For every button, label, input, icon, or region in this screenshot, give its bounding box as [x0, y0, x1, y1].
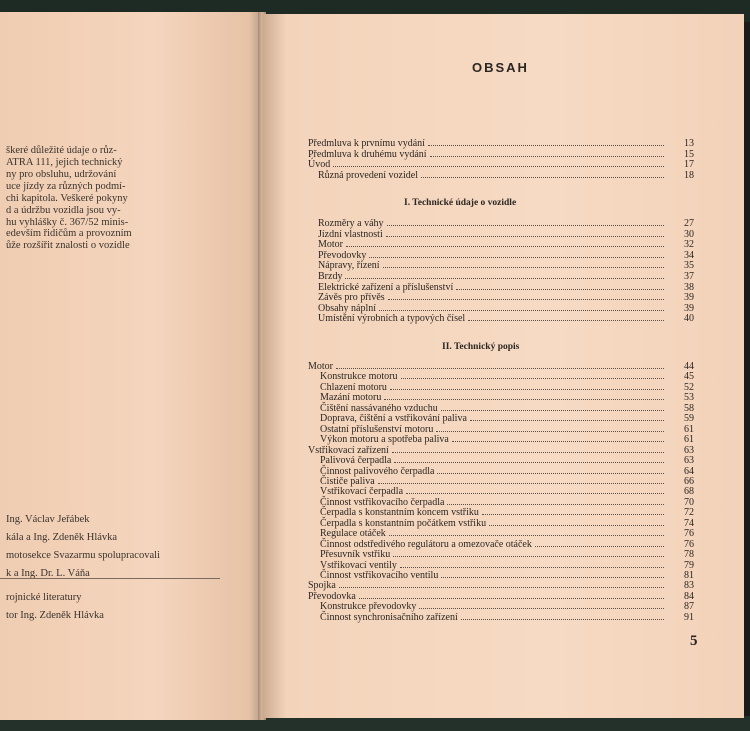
toc-entry-page: 45: [684, 371, 694, 383]
left-page-line: edevším řidičům a provozním: [6, 228, 132, 239]
toc-entry: [320, 413, 667, 424]
toc-entry-label: Palivová čerpadla: [320, 455, 392, 467]
toc-entry-label: Mazání motoru: [320, 392, 382, 404]
toc-entry: [320, 486, 667, 497]
leader-dots: [470, 420, 664, 421]
toc-entry: [308, 580, 667, 591]
left-page-line: d a údržbu vozidla jsou vy-: [6, 205, 121, 216]
toc-entry-label: Činnost synchronisačního zařízení: [320, 611, 458, 623]
toc-entry-label: Činnost odstředivého regulátoru a omezovače otáček: [320, 538, 532, 550]
toc-entry-label: Čističe paliva: [320, 475, 375, 487]
leader-dots: [461, 619, 664, 620]
toc-entry: [318, 313, 667, 324]
toc-entry: [308, 149, 667, 160]
left-page-line: kála a Ing. Zdeněk Hlávka: [6, 532, 118, 543]
toc-entry-page: 30: [684, 228, 694, 240]
leader-dots: [386, 236, 664, 237]
toc-entry-label: Motor: [318, 239, 343, 251]
leader-dots: [436, 431, 664, 432]
toc-entry: [320, 549, 667, 560]
toc-entry: [318, 292, 667, 303]
leader-dots: [389, 535, 664, 536]
left-page-line: motosekce Svazarmu spolupracovali: [6, 550, 160, 561]
toc-entry: [308, 361, 667, 372]
toc-entry-label: Vstřikovací zařízení: [308, 444, 389, 456]
leader-dots: [346, 246, 664, 247]
toc-entry: [320, 601, 667, 612]
toc-entry-page: 39: [684, 302, 694, 314]
toc-entry-label: Umístění výrobních a typových čísel: [318, 313, 466, 325]
toc-entry-page: 61: [684, 423, 694, 435]
toc-entry: [320, 434, 667, 445]
toc-entry: [308, 138, 667, 149]
leader-dots: [393, 556, 664, 557]
left-page-line: tor Ing. Zdeněk Hlávka: [6, 610, 104, 621]
toc-entry-label: Výkon motoru a spotřeba paliva: [320, 434, 449, 446]
toc-entry: [320, 424, 667, 435]
toc-entry-label: Čerpadla s konstantním koncem vstřiku: [320, 507, 479, 519]
toc-entry-page: 32: [684, 239, 694, 251]
leader-dots: [406, 493, 664, 494]
leader-dots: [535, 546, 664, 547]
toc-entry: [318, 260, 667, 271]
toc-entry-label: Ostatní příslušenství motoru: [320, 423, 434, 435]
leader-dots: [388, 299, 664, 300]
leader-dots: [384, 399, 664, 400]
leader-dots: [378, 483, 664, 484]
toc-entry: [318, 303, 667, 314]
toc-entry-label: Převodovka: [308, 590, 356, 602]
toc-entry-page: 58: [684, 402, 694, 414]
toc-entry-label: Činnost vstřikovacího ventilu: [320, 570, 439, 581]
toc-entry: [318, 271, 667, 282]
toc-entry-page: 78: [684, 549, 694, 561]
toc-entry-page: 72: [684, 507, 694, 519]
toc-entry-label: Předmluva k prvnímu vydání: [308, 138, 425, 149]
toc-entry: [318, 239, 667, 250]
toc-entry-page: 70: [684, 496, 694, 508]
toc-entry-label: Regulace otáček: [320, 528, 386, 540]
leader-dots: [456, 289, 664, 290]
toc-entry-label: Převodovky: [318, 249, 367, 261]
toc-entry-page: 84: [684, 590, 694, 602]
toc-entry-label: Obsahy náplní: [318, 302, 377, 314]
toc-entry: [320, 560, 667, 571]
toc-entry: [320, 539, 667, 550]
left-page-line: škeré důležité údaje o růz-: [6, 145, 117, 156]
toc-entry-page: 66: [684, 475, 694, 487]
section-heading-technical-data: I. Technické údaje o vozidle: [404, 198, 517, 208]
leader-dots: [419, 608, 664, 609]
leader-dots: [339, 587, 664, 588]
left-page-line: ATRA 111, jejich technický: [6, 157, 123, 168]
toc-entry-label: Chlazení motoru: [320, 381, 387, 393]
leader-dots: [379, 310, 664, 311]
left-page-line: Ing. Václav Jeřábek: [6, 514, 90, 525]
toc-entry: [320, 507, 667, 518]
leader-dots: [452, 441, 664, 442]
toc-entry-label: Elektrické zařízení a příslušenství: [318, 281, 454, 293]
leader-dots: [392, 452, 664, 453]
toc-entry-page: 17: [684, 159, 694, 170]
toc-entry-page: 18: [684, 169, 694, 181]
toc-entry-label: Nápravy, řízení: [318, 260, 380, 272]
toc-entry-page: 87: [684, 601, 694, 613]
toc-entry: [320, 518, 667, 529]
toc-entry-label: Brzdy: [318, 271, 343, 282]
toc-entry-label: Konstrukce motoru: [320, 371, 398, 383]
leader-dots: [401, 378, 665, 379]
left-page-line: chi kapitola. Veškeré pokyny: [6, 193, 128, 204]
toc-entry-page: 59: [684, 413, 694, 425]
page-number: 5: [690, 633, 698, 649]
toc-entry-label: Činnost vstřikovacího čerpadla: [320, 496, 445, 508]
left-page-line: rojnické literatury: [6, 592, 82, 603]
left-page-line: uce jízdy za různých podmí-: [6, 181, 126, 192]
leader-dots: [441, 410, 664, 411]
toc-entry: [320, 612, 667, 623]
toc-entry-label: Různá provedení vozidel: [318, 169, 418, 181]
toc-title: OBSAH: [472, 60, 529, 75]
leader-dots: [345, 278, 664, 279]
toc-entry-page: 53: [684, 392, 694, 404]
toc-entry: [318, 218, 667, 229]
toc-entry-page: 34: [684, 249, 694, 261]
toc-entry: [320, 528, 667, 539]
toc-entry-label: Čištění nassávaného vzduchu: [320, 402, 438, 414]
leader-dots: [400, 567, 664, 568]
leader-dots: [447, 504, 664, 505]
toc-entry-page: 27: [684, 218, 694, 229]
toc-entry-page: 76: [684, 528, 694, 540]
toc-entry: [320, 382, 667, 393]
toc-entry-page: 39: [684, 292, 694, 304]
left-page-line: k a Ing. Dr. L. Váňa: [6, 568, 90, 579]
toc-entry: [318, 282, 667, 293]
leader-dots: [333, 166, 664, 167]
toc-entry: [320, 476, 667, 487]
toc-entry-page: 76: [684, 538, 694, 550]
toc-entry: [320, 455, 667, 466]
toc-entry: [318, 229, 667, 240]
leader-dots: [421, 177, 664, 178]
toc-entry-page: 91: [684, 611, 694, 623]
toc-entry: [318, 250, 667, 261]
left-page-line: ny pro obsluhu, udržování: [6, 169, 117, 180]
leader-dots: [369, 257, 664, 258]
toc-entry-label: Závěs pro přívěs: [318, 292, 385, 304]
toc-entry: [308, 591, 667, 602]
toc-entry-label: Vstřikovací čerpadla: [320, 486, 404, 498]
leader-dots: [394, 462, 664, 463]
toc-entry-page: 38: [684, 281, 694, 293]
toc-entry: [318, 170, 667, 181]
leader-dots: [468, 320, 664, 321]
leader-dots: [437, 473, 664, 474]
leader-dots: [428, 145, 664, 146]
toc-entry-label: Vstřikovací ventily: [320, 559, 397, 571]
left-page: [0, 12, 262, 720]
toc-entry: [308, 159, 667, 170]
toc-entry-page: 63: [684, 444, 694, 456]
toc-entry-page: 64: [684, 465, 694, 477]
leader-dots: [441, 577, 664, 578]
toc-entry: [308, 445, 667, 456]
toc-entry-label: Čerpadla s konstantním počátkem vstřiku: [320, 517, 487, 529]
toc-entry-label: Spojka: [308, 580, 336, 592]
toc-entry-page: 40: [684, 313, 694, 325]
toc-entry-label: Motor: [308, 361, 333, 372]
credits-divider: [0, 578, 220, 579]
leader-dots: [387, 225, 664, 226]
toc-entry-label: Rozměry a váhy: [318, 218, 384, 229]
toc-entry-label: Jízdní vlastnosti: [318, 228, 383, 240]
leader-dots: [430, 156, 664, 157]
toc-entry-label: Přesuvník vstřiku: [320, 549, 391, 561]
section-heading-technical-description: II. Technický popis: [442, 342, 520, 352]
toc-entry-page: 15: [684, 148, 694, 160]
toc-entry-page: 74: [684, 517, 694, 529]
toc-entry-page: 81: [684, 570, 694, 581]
toc-entry-page: 83: [684, 580, 694, 592]
toc-entry-label: Předmluva k druhému vydání: [308, 148, 427, 160]
leader-dots: [359, 598, 664, 599]
toc-entry-page: 13: [684, 138, 694, 149]
toc-entry-page: 37: [684, 271, 694, 282]
toc-entry: [320, 371, 667, 382]
toc-entry-page: 35: [684, 260, 694, 272]
toc-entry-page: 44: [684, 361, 694, 372]
toc-entry-label: Konstrukce převodovky: [320, 601, 417, 613]
leader-dots: [383, 267, 664, 268]
toc-entry-page: 61: [684, 434, 694, 446]
toc-entry-page: 52: [684, 381, 694, 393]
toc-entry-label: Činnost palivového čerpadla: [320, 465, 435, 477]
toc-entry: [320, 466, 667, 477]
leader-dots: [489, 525, 664, 526]
toc-entry-page: 63: [684, 455, 694, 467]
toc-entry: [320, 392, 667, 403]
toc-entry: [320, 403, 667, 414]
toc-entry-page: 79: [684, 559, 694, 571]
toc-entry: [320, 570, 667, 581]
left-page-line: hu vyhlášky č. 367/52 minis-: [6, 217, 129, 228]
leader-dots: [336, 368, 664, 369]
leader-dots: [482, 514, 664, 515]
toc-entry-page: 68: [684, 486, 694, 498]
left-page-line: ůže rozšířit znalosti o vozidle: [6, 240, 130, 251]
leader-dots: [390, 389, 664, 390]
toc-entry-label: Doprava, čištění a vstřikování paliva: [320, 413, 467, 425]
toc-entry-label: Úvod: [308, 159, 331, 170]
